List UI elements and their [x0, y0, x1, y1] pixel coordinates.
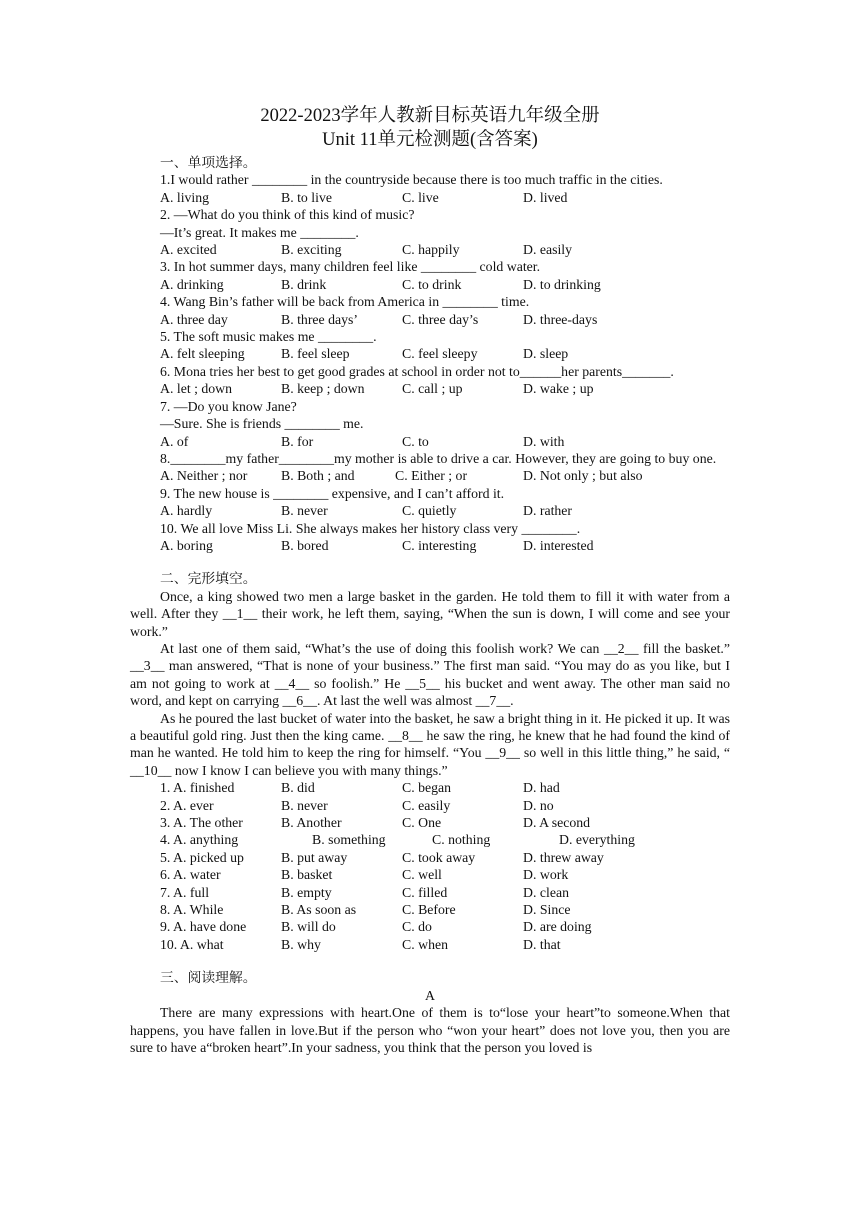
- q1-stem: 1.I would rather ________ in the countryside because there is too much traffic in the cities.: [160, 172, 663, 188]
- q3-option-d: D. to drinking: [523, 276, 601, 292]
- q9-stem: 9. The new house is ________ expensive, and I can’t afford it.: [160, 485, 505, 501]
- q8-option-a: A. Neither ; nor: [160, 468, 248, 484]
- cloze-option: B. Another: [281, 815, 342, 831]
- q4-option-a: A. three day: [160, 311, 228, 327]
- cloze-option: C. Before: [402, 902, 456, 918]
- q10-options: [130, 537, 730, 554]
- cloze-option: C. do: [402, 919, 432, 935]
- cloze-option: 8. A. While: [160, 902, 224, 918]
- q5-option-b: B. feel sleep: [281, 346, 350, 362]
- q3-option-c: C. to drink: [402, 276, 462, 292]
- q5-option-a: A. felt sleeping: [160, 346, 245, 362]
- cloze-option: D. A second: [523, 815, 591, 831]
- q2-stem2: —It’s great. It makes me ________.: [160, 224, 359, 240]
- q6-option-a: A. let ; down: [160, 381, 233, 397]
- q4-option-b: B. three days’: [281, 311, 359, 327]
- cloze-option: 6. A. water: [160, 867, 221, 883]
- q7-option-a: A. of: [160, 433, 189, 449]
- cloze-option: B. never: [281, 797, 328, 813]
- cloze-option: B. will do: [281, 919, 336, 935]
- cloze-option: D. no: [523, 797, 554, 813]
- section1-heading: 一、单项选择。: [160, 155, 257, 170]
- q2-option-a: A. excited: [160, 242, 217, 258]
- q6-option-d: D. wake ; up: [523, 381, 594, 397]
- q1-option-d: D. lived: [523, 189, 568, 205]
- q2-option-c: C. happily: [402, 242, 460, 258]
- q3-stem: 3. In hot summer days, many children feel like ________ cold water.: [160, 259, 541, 275]
- q2-options: [130, 241, 730, 258]
- cloze-answer-row: [130, 779, 730, 796]
- cloze-option: B. empty: [281, 884, 332, 900]
- cloze-option: 1. A. finished: [160, 780, 235, 796]
- cloze-answer-row: [130, 884, 730, 901]
- q7-stem2: —Sure. She is friends ________ me.: [160, 416, 364, 432]
- q7-options: [130, 433, 730, 450]
- q2-option-d: D. easily: [523, 242, 573, 258]
- cloze-option: 9. A. have done: [160, 919, 247, 935]
- q10-stem: 10. We all love Miss Li. She always makes her history class very ________.: [160, 520, 581, 536]
- cloze-answer-row: [130, 936, 730, 953]
- cloze-option: B. As soon as: [281, 902, 357, 918]
- cloze-option: C. began: [402, 780, 452, 796]
- q3-option-a: A. drinking: [160, 276, 224, 292]
- q4-stem: 4. Wang Bin’s father will be back from America in ________ time.: [160, 294, 530, 310]
- q9-options: [130, 502, 730, 519]
- q6-stem: 6. Mona tries her best to get good grades at school in order not to______her parents_______.: [160, 363, 674, 379]
- cloze-option: 5. A. picked up: [160, 849, 244, 865]
- cloze-answer-row: [130, 866, 730, 883]
- section2-heading: 二、完形填空。: [160, 571, 257, 587]
- q9-option-b: B. never: [281, 503, 328, 519]
- q8-option-b: B. Both ; and: [281, 468, 355, 484]
- cloze-option: 4. A. anything: [160, 832, 239, 848]
- q7-option-c: C. to: [402, 433, 429, 449]
- q7-option-b: B. for: [281, 433, 314, 449]
- q7-stem: 7. —Do you know Jane?: [160, 398, 297, 414]
- q8-option-c: C. Either ; or: [395, 468, 468, 484]
- cloze-option: D. that: [523, 936, 561, 952]
- q10-option-d: D. interested: [523, 537, 594, 553]
- cloze-option: C. nothing: [432, 832, 491, 848]
- q4-option-c: C. three day’s: [402, 311, 479, 327]
- cloze-option: D. are doing: [523, 919, 592, 935]
- q9-option-a: A. hardly: [160, 503, 213, 519]
- q8-option-d: D. Not only ; but also: [523, 468, 643, 484]
- cloze-option: 2. A. ever: [160, 797, 214, 813]
- q5-option-c: C. feel sleepy: [402, 346, 478, 362]
- cloze-answer-row: [130, 831, 730, 848]
- q8-options: [130, 467, 730, 484]
- cloze-option: D. everything: [559, 832, 635, 848]
- cloze-option: B. did: [281, 780, 315, 796]
- cloze-option: B. something: [312, 832, 386, 848]
- cloze-option: D. had: [523, 780, 560, 796]
- cloze-option: D. threw away: [523, 849, 604, 865]
- cloze-option: D. clean: [523, 884, 569, 900]
- q8-stem: 8.________my father________my mother is able to drive a car. However, they are going to buy one.: [160, 450, 717, 466]
- cloze-option: C. One: [402, 815, 442, 831]
- section3-heading: 三、阅读理解。: [160, 970, 257, 986]
- cloze-option: B. put away: [281, 849, 348, 865]
- q6-options: [130, 380, 730, 397]
- cloze-option: D. Since: [523, 902, 571, 918]
- q5-options: [130, 345, 730, 362]
- q5-option-d: D. sleep: [523, 346, 569, 362]
- cloze-option: C. well: [402, 867, 442, 883]
- cloze-answer-row: [130, 901, 730, 918]
- q1-option-c: C. live: [402, 189, 439, 205]
- document-title-line1: 2022-2023学年人教新目标英语九年级全册: [260, 106, 600, 126]
- cloze-option: 10. A. what: [160, 936, 224, 952]
- q1-option-a: A. living: [160, 189, 210, 205]
- q7-option-d: D. with: [523, 433, 565, 449]
- reading-paragraph-1: There are many expressions with heart.One of them is to“lose your heart”to someone.When that happens, you have fallen in love.But if the person who “won your heart” does not love you, then you are sure to have a“broken heart”.In your sadness, you think that the person you loved is: [130, 1005, 730, 1055]
- cloze-option: 7. A. full: [160, 884, 210, 900]
- q1-options: [130, 189, 730, 206]
- q10-option-c: C. interesting: [402, 537, 477, 553]
- cloze-option: C. filled: [402, 884, 448, 900]
- q9-option-c: C. quietly: [402, 503, 457, 519]
- q9-option-d: D. rather: [523, 503, 573, 519]
- q3-option-b: B. drink: [281, 276, 327, 292]
- cloze-option: C. easily: [402, 797, 451, 813]
- q3-options: [130, 276, 730, 293]
- cloze-answer-row: [130, 918, 730, 935]
- q6-option-c: C. call ; up: [402, 381, 463, 397]
- q6-option-b: B. keep ; down: [281, 381, 365, 397]
- q4-option-d: D. three-days: [523, 311, 598, 327]
- q4-options: [130, 311, 730, 328]
- cloze-paragraph-1: Once, a king showed two men a large basket in the garden. He told them to fill it with water from a well. After they __1__ their work, he left them, saying, “When the sun is down, I will come and see your work.”: [130, 588, 730, 639]
- cloze-answer-row: [130, 814, 730, 831]
- q10-option-b: B. bored: [281, 537, 329, 553]
- passage-label: A: [425, 987, 435, 1003]
- cloze-answer-row: [130, 797, 730, 814]
- cloze-option: 3. A. The other: [160, 815, 243, 831]
- cloze-option: D. work: [523, 867, 569, 883]
- cloze-option: B. why: [281, 936, 321, 952]
- q5-stem: 5. The soft music makes me ________.: [160, 329, 377, 345]
- cloze-paragraph-3: As he poured the last bucket of water into the basket, he saw a bright thing in it. He picked it up. It was a beautiful gold ring. Just then the king came. __8__ he saw the ring, he knew that he had found the kind of man he wanted. He told him to keep the ring for himself. “You __9__ so well in this little thing,” he said, “ __10__ now I know I can believe you with many things.”: [130, 710, 730, 778]
- cloze-option: C. took away: [402, 849, 476, 865]
- cloze-option: B. basket: [281, 867, 333, 883]
- q1-option-b: B. to live: [281, 189, 332, 205]
- q2-option-b: B. exciting: [281, 242, 342, 258]
- q10-option-a: A. boring: [160, 537, 213, 553]
- cloze-paragraph-2: At last one of them said, “What’s the use of doing this foolish work? We can __2__ fill the basket.” __3__ man answered, “That is none of your business.” The first man said. “You may do as you like, but I am not going to work at __4__ so foolish.” He __5__ his bucket and went away. The other man said no word, and kept on carrying __6__. At last the well was almost __7__.: [130, 640, 730, 709]
- document-content: [130, 104, 730, 1056]
- q2-stem: 2. —What do you think of this kind of music?: [160, 207, 415, 223]
- document-title-line2: Unit 11单元检测题(含答案): [322, 130, 538, 150]
- cloze-option: C. when: [402, 936, 448, 952]
- cloze-answer-row: [130, 849, 730, 866]
